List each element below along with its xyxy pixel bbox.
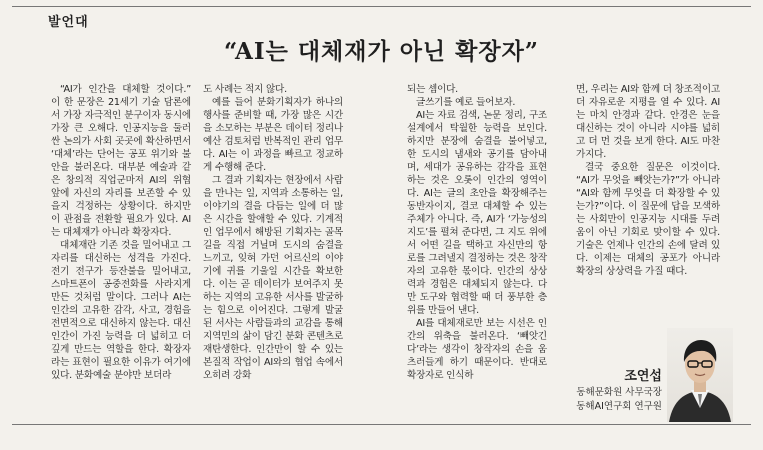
paragraph: 되는 셈이다. — [407, 84, 459, 95]
paragraph: AI는 자료 검색, 논문 정리, 구조 설계에서 탁월한 능력을 보인다. 하지만 분장에 숨결을 불어넣고, 한 도시의 냄새와 공기를 담아내며, 세대가 공유하는 감각을 표현하는 것은 오롯이 인간의 영역이다. AI는 글의 초안을 확장해주는 동반자이지, 결코 대체할 수 있는 주체가 아니다. 즉, AI가 ‘가능성의 지도’를 펼쳐 준다면, 그 지도 위에서 어떤 길을 택하고 자신만의 항로를 그려낼지 결정하는 것은 창작자의 고유한 몫이다. 인간의 상상력과 경험은 대체되지 않는다. 다만 도구와 협력할 때 더 풍부한 층위를 만들어 낸다. — [407, 110, 547, 316]
section-label: 발언대 — [48, 15, 89, 30]
top-divider — [12, 6, 751, 7]
article-column-2 — [203, 83, 343, 382]
author-byline — [566, 370, 662, 414]
paragraph: 대체재란 기존 것을 밀어내고 그 자리를 대신하는 성격을 가진다. 전기 전구가 등잔불을 밀어내고, 스마트폰이 공중전화를 사라지게 만든 것처럼 말이다. 그러나 AI는 인간의 고유한 감각, 사고, 경험을 전면적으로 대신하지 않는다. 대신 인간이 가진 능력을 더 넓히고 더 깊게 만드는 역할을 한다. 확장자라는 표현이 필요한 이유가 여기에 있다. 분화예술 분야만 보더라 — [51, 240, 191, 381]
article-column-3 — [407, 83, 547, 382]
article-column-4 — [576, 83, 720, 278]
author-title: 동해문화원 사무국장 — [576, 387, 662, 398]
paragraph: AI를 대체재로만 보는 시선은 인간의 위축을 불러온다. ‘빼앗긴다’라는 생각이 창작자의 손을 움츠러들게 하기 때문이다. 반대로 확장자로 인식하 — [407, 318, 547, 381]
author-affiliation: 동해AI연구회 연구원 — [576, 401, 662, 412]
paragraph: 글쓰기를 예로 들어보자. — [416, 97, 516, 108]
paragraph: 예를 들어 분화기획자가 하나의 행사를 준비할 때, 가장 많은 시간을 소모하는 부분은 데이터 정리나 예산 검토처럼 반복적인 관리 업무다. AI는 이 과정을 빠르고 정교하게 수행해 준다. — [203, 97, 343, 173]
author-portrait-icon — [667, 328, 733, 422]
paragraph: 도 사례는 적지 않다. — [203, 84, 287, 95]
paragraph: 면, 우리는 AI와 함께 더 창조적이고 더 자유로운 지평을 열 수 있다. AI는 마치 안경과 같다. 안경은 눈을 대신하는 것이 아니라 시야를 넓히고 더 먼 것을 보게 한다. AI도 마찬가지다. — [576, 84, 720, 160]
headline: “AI는 대체재가 아닌 확장자” — [223, 38, 540, 65]
bottom-divider — [12, 424, 751, 425]
author-name: 조연섭 — [624, 369, 662, 384]
paragraph: 결국 중요한 질문은 이것이다. “AI가 무엇을 빼앗는가?”가 아니라 “AI와 함께 무엇을 더 확장할 수 있는가?”이다. 이 질문에 답을 모색하는 사회만이 인공지능 시대를 두려움이 아닌 기회로 맞이할 수 있다. 기술은 언제나 인간의 손에 달려 있다. 이제는 대체의 공포가 아니라 확장의 상상력을 가질 때다. — [576, 162, 720, 277]
paragraph: 그 결과 기획자는 현장에서 사람을 만나는 일, 지역과 소통하는 일, 이야기의 결을 다듬는 일에 더 많은 시간을 할애할 수 있다. 기계적인 업무에서 해방된 기획자는 골목길을 직접 거닐며 도시의 숨결을 느끼고, 잊혀 가던 어르신의 이야기에 귀를 기울일 시간을 확보한다. 이는 곧 데이터가 보여주지 못하는 지역의 고유한 서사를 발굴하는 힘으로 이어진다. 그렇게 발굴된 서사는 사람들과의 교감을 통해 지역민의 삶이 담긴 분화 콘텐츠로 재탄생한다. 인간만이 할 수 있는 본질적 작업이 AI와의 협업 속에서 오히려 강화 — [203, 175, 343, 381]
article-column-1 — [51, 83, 191, 382]
paragraph: “AI가 인간을 대체할 것이다.” 이 한 문장은 21세기 기술 담론에서 가장 자극적인 분구이자 동시에 가장 큰 오해다. 인공지능을 둘러싼 논의가 사회 곳곳에 확산하면서 ‘대체’라는 단어는 공포 위기와 불안을 불러온다. 대부분 예술과 같은 창의적 직업군마저 AI의 위협 앞에 자신의 자리를 보존할 수 있을지 걱정하는 상황이다. 하지만 이 관점을 전환할 필요가 있다. AI는 대체재가 아니라 확장자다. — [51, 84, 191, 238]
